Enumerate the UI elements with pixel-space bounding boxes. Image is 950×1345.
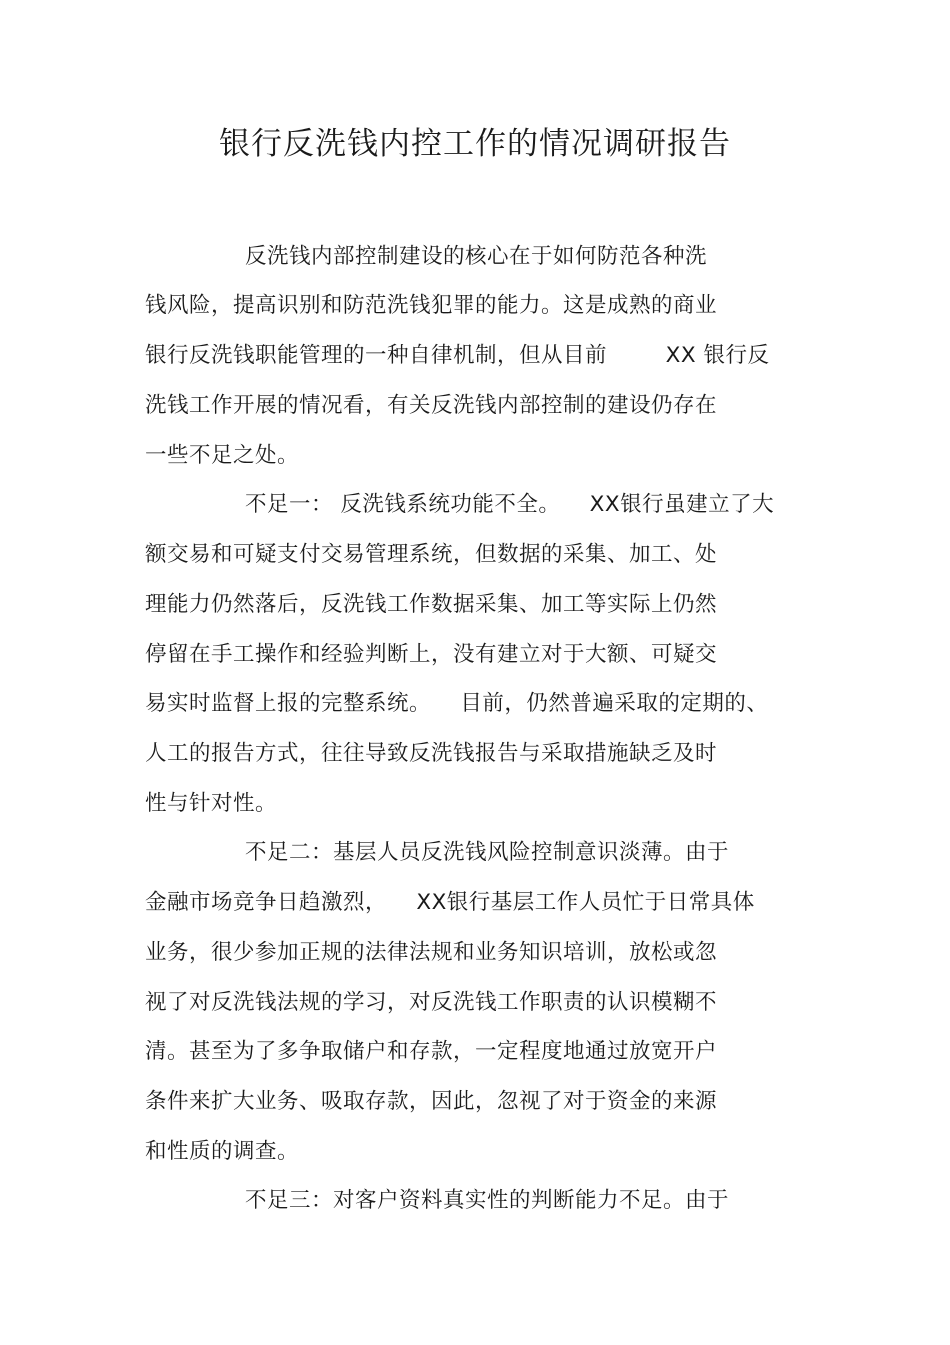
text-line: 理能力仍然落后，反洗钱工作数据采集、加工等实际上仍然 [145, 592, 718, 617]
text-line: 额交易和可疑支付交易管理系统，但数据的采集、加工、处 [145, 542, 718, 567]
text-line: 洗钱工作开展的情况看，有关反洗钱内部控制的建设仍存在 [145, 393, 718, 418]
text-line: 停留在手工操作和经验判断上，没有建立对于大额、可疑交 [145, 642, 718, 667]
text-line: 反洗钱内部控制建设的核心在于如何防范各种洗 [245, 244, 708, 269]
text-line: 清。甚至为了多争取储户和存款，一定程度地通过放宽开户 [145, 1039, 718, 1064]
text-line: 钱风险，提高识别和防范洗钱犯罪的能力。这是成熟的商业 [145, 293, 718, 318]
text-line: 视了对反洗钱法规的学习，对反洗钱工作职责的认识模糊不 [145, 990, 718, 1015]
text-line: 不足一： 反洗钱系统功能不全。 XX银行虽建立了大 [245, 492, 775, 517]
text-line: 一些不足之处。 [145, 443, 300, 468]
text-line: 性与针对性。 [145, 791, 278, 816]
text-line: 不足三：对客户资料真实性的判断能力不足。由于 [245, 1188, 730, 1213]
text-line: 易实时监督上报的完整系统。 目前，仍然普遍采取的定期的、 [145, 691, 769, 716]
text-line: 和性质的调查。 [145, 1139, 300, 1164]
document-title: 银行反洗钱内控工作的情况调研报告 [219, 126, 731, 162]
text-line: 人工的报告方式，往往导致反洗钱报告与采取措施缺乏及时 [145, 741, 718, 766]
text-line: 金融市场竞争日趋激烈， XX银行基层工作人员忙于日常具体 [145, 890, 755, 915]
text-line: 条件来扩大业务、吸取存款，因此，忽视了对于资金的来源 [145, 1089, 718, 1114]
text-line: 银行反洗钱职能管理的一种自律机制，但从目前 XX 银行反 [145, 343, 770, 368]
text-line: 业务，很少参加正规的法律法规和业务知识培训，放松或忽 [145, 940, 718, 965]
text-line: 不足二：基层人员反洗钱风险控制意识淡薄。由于 [245, 840, 730, 865]
